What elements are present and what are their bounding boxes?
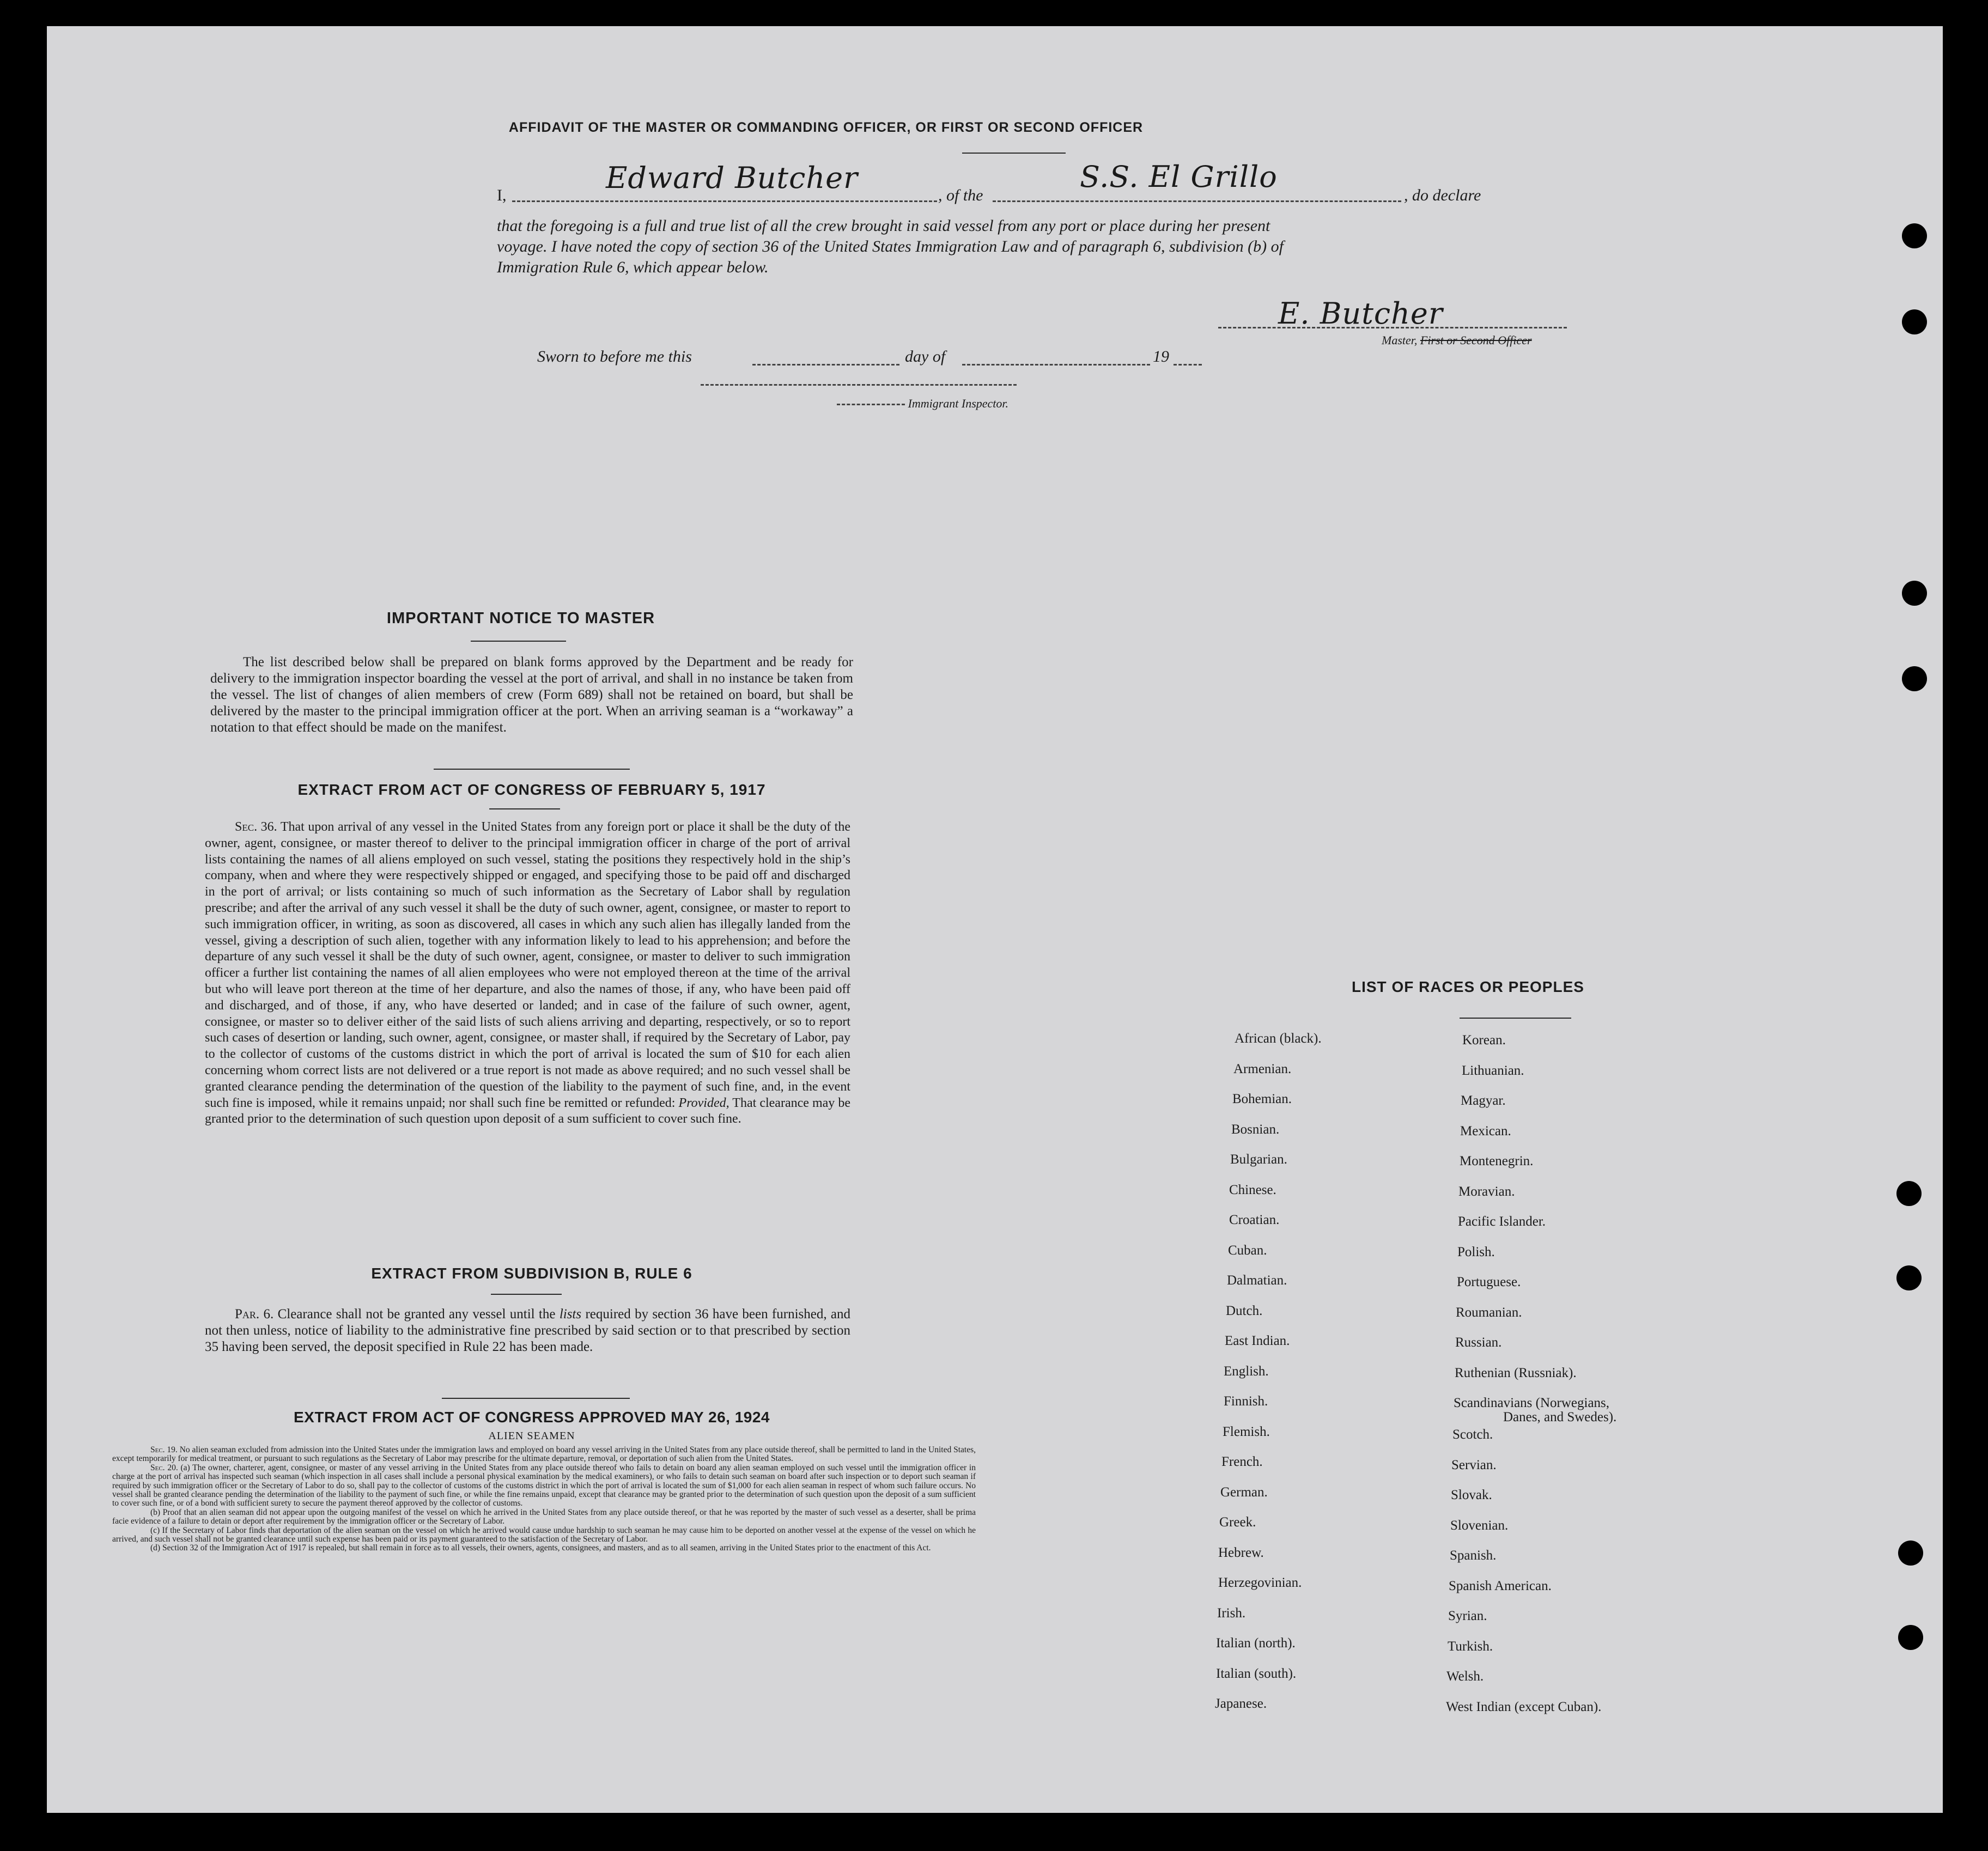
race-item: French. xyxy=(1221,1454,1263,1469)
inspector-lead-dash xyxy=(837,404,905,405)
affidavit-title: AFFIDAVIT OF THE MASTER OR COMMANDING OFFICER, OR FIRST OR SECOND OFFICER xyxy=(508,120,1144,135)
race-item: Ruthenian (Russniak). xyxy=(1455,1365,1577,1380)
punch-hole xyxy=(1898,1541,1923,1566)
act-1924-text xyxy=(112,1446,976,1553)
year-prefix: 19 xyxy=(1153,348,1169,366)
inspector-signature-line xyxy=(701,384,1017,386)
race-item: Lithuanian. xyxy=(1462,1063,1524,1078)
paragraph-6-text xyxy=(205,1306,850,1355)
sec-36-body: That upon arrival of any vessel in the United States from any foreign port or place it shall be the duty of the owner, agent, consignee, or master thereof to deliver to the principal immigration officer in charge of the port of arrival lists containing the names of all aliens employed on such vessel, stating the positions they respectively hold in the ship’s company, when and where they were respectively shipped or engaged, and specifying those to be paid off and discharged in the port of arrival; or lists containing so much of such information as the Secretary of Labor shall by regulation prescribe; and after the arrival of any such vessel it shall be the duty of such owner, agent, consignee, or master to report to such immigration officer, in writing, as soon as discovered, all cases in which any such alien has illegally landed from the vessel, giving a description of such alien, together with any information likely to lead to his apprehension; and before the departure of any such vessel it shall be the duty of such owner, agent, consignee, or master to deliver to such immigration officer a further list containing the names of all alien employees who were not employed thereon at the time of the arrival but who will leave port thereon at the time of her departure, and also the names of those, if any, who have been paid off and discharged, and of those, if any, who have deserted or landed; and in case of the failure of such owner, agent, consignee, or master so to deliver either of the said lists of such aliens arriving and departing, respectively, or so to report such cases of desertion or landing, such owner, agent, consignee, or master shall, if required by the Secretary of Labor, pay to the collector of customs of the customs district in which the port of arrival is located the sum of $10 for each alien concerning whom correct lists are not delivered or a true report is not made as above required; and no such vessel shall be granted clearance pending the determination of the question of the liability to the payment of such fine, and, in the event such fine is imposed, while it remains unpaid; nor shall such fine be remitted or refunded: xyxy=(205,820,850,1110)
divider xyxy=(442,1398,630,1399)
day-blank xyxy=(752,364,899,366)
lists-word: lists xyxy=(559,1307,582,1322)
race-item: Cuban. xyxy=(1228,1243,1267,1258)
race-item: Servian. xyxy=(1451,1457,1497,1472)
race-item: Finnish. xyxy=(1224,1394,1268,1409)
inspector-caption xyxy=(837,397,1008,411)
punch-hole xyxy=(1896,1181,1922,1206)
do-declare-text: , do declare xyxy=(1404,186,1481,204)
par-6-body-b: required by section 36 have been furnished, and not then unless, notice of liability to the administrative fine prescribed by said section or to that prescribed by section 35 having been served, the deposit specified in Rule 22 has been made. xyxy=(205,1307,851,1354)
divider xyxy=(491,1294,562,1295)
extract-1917-title: EXTRACT FROM ACT OF CONGRESS OF FEBRUARY 5, 1917 xyxy=(297,781,766,798)
declaration-line-3: Immigration Rule 6, which appear below. xyxy=(497,258,769,276)
signature-block xyxy=(1218,296,1572,347)
sworn-line xyxy=(537,348,1273,372)
race-item: Italian (south). xyxy=(1216,1666,1297,1681)
race-item: African (black). xyxy=(1235,1031,1322,1046)
document-page xyxy=(47,26,1943,1813)
race-item: Bulgarian. xyxy=(1230,1152,1287,1167)
divider xyxy=(962,153,1066,154)
race-item: English. xyxy=(1224,1363,1269,1379)
race-item: Bosnian. xyxy=(1231,1122,1280,1137)
divider xyxy=(471,641,566,642)
intro-text: I, xyxy=(497,186,507,204)
race-item: Slovak. xyxy=(1451,1488,1492,1502)
race-item: Chinese. xyxy=(1229,1182,1276,1197)
section-36-text xyxy=(205,819,850,1128)
sec-20c-paragraph: (c) If the Secretary of Labor finds that deportation of the alien seaman on the vessel on which he arrived would cause undue hardship to such seaman he may cause him to be deported on another vessel at the expense of the vessel on which he arrived, and such vessel shall not be granted clearance until such expense has been paid or its payment guaranteed to the satisfaction of the Secretary of Labor. xyxy=(112,1525,976,1544)
punch-hole xyxy=(1902,666,1927,691)
declaration-line-2: voyage. I have noted the copy of section 36 of the United States Immigration Law and of paragraph 6, subdivision (b) of xyxy=(497,238,1284,255)
provided-word: Provided, xyxy=(678,1095,729,1110)
race-item: German. xyxy=(1220,1484,1268,1500)
caption-master: Master, xyxy=(1382,333,1418,347)
race-item: Dutch. xyxy=(1226,1303,1263,1318)
punch-hole xyxy=(1902,309,1927,334)
race-item: Mexican. xyxy=(1460,1123,1511,1138)
extract-1924-title: EXTRACT FROM ACT OF CONGRESS APPROVED MAY 26, 1924 xyxy=(294,1409,770,1426)
race-item: Portuguese. xyxy=(1457,1275,1521,1289)
par-6-label: Par. 6. xyxy=(235,1307,274,1322)
race-item: West Indian (except Cuban). xyxy=(1446,1699,1602,1714)
sworn-label: Sworn to before me this xyxy=(537,348,692,366)
punch-hole xyxy=(1898,1625,1923,1650)
race-item: Spanish American. xyxy=(1449,1578,1552,1593)
race-item: Herzegovinian. xyxy=(1218,1575,1302,1590)
race-item: Magyar. xyxy=(1461,1093,1506,1108)
race-item: Slovenian. xyxy=(1450,1518,1509,1533)
sec-20b-paragraph: (b) Proof that an alien seaman did not appear upon the outgoing manifest of the vessel on which he arrived in the United States from any place outside thereof, or that he was reported by the master of such vessel as a deserter, shall be prima facie evidence of a failure to detain or deport after requirement by the immigration officer or the Secretary of Labor. xyxy=(112,1507,976,1526)
race-item: Russian. xyxy=(1455,1335,1502,1350)
master-name-handwritten: Edward Butcher xyxy=(606,161,858,195)
sec-20a-body: (a) The owner, charterer, agent, consignee, or master of any vessel arriving in the United States from any place outside thereof who fails to detain on board any alien seaman employed on such vessel until the immigration officer in charge at the port of arrival has inspected such seaman (which inspection in all cases shall include a personal physical examination by the medical examiners), or who fails to detain such seaman on board after such inspection or to deport such seaman if required by such immigration officer or the Secretary of Labor to do so, shall pay to the collector of customs of the customs district in which the port of arrival is located the sum of $1,000 for each alien seaman in respect of whom such failure occurs. No vessel shall be granted clearance pending the determination of the liability to the payment of such fine, or while the fine remains unpaid, except that clearance may be granted prior to the determination of such question upon the deposit of a sum sufficient to cover such fine, or of a bond with sufficient surety to secure the payment thereof approved by the collector of customs. xyxy=(112,1463,976,1508)
race-item: Syrian. xyxy=(1448,1609,1487,1623)
divider xyxy=(489,808,560,809)
race-item: Polish. xyxy=(1457,1244,1495,1259)
race-item: Bohemian. xyxy=(1232,1092,1292,1106)
race-item: Pacific Islander. xyxy=(1458,1214,1546,1229)
sec-19-paragraph xyxy=(112,1446,976,1464)
sec-19-label: Sec. 19. xyxy=(150,1445,178,1454)
vessel-name-handwritten: S.S. El Grillo xyxy=(1080,160,1278,194)
race-item: Flemish. xyxy=(1223,1424,1270,1439)
race-item: Croatian. xyxy=(1229,1213,1280,1227)
signature-handwritten: E. Butcher xyxy=(1278,296,1443,331)
notice-title: IMPORTANT NOTICE TO MASTER xyxy=(386,610,655,627)
alien-seamen-subtitle: ALIEN SEAMEN xyxy=(488,1430,575,1442)
race-item: Spanish. xyxy=(1450,1548,1497,1563)
name-blank xyxy=(512,200,937,202)
sec-36-label: Sec. 36. xyxy=(235,820,277,834)
sec-36-proviso: That clearance may be granted prior to the determination of such question upon deposit of a sum sufficient to cover such fine. xyxy=(205,1095,851,1127)
year-blank xyxy=(1174,364,1202,366)
race-item: Korean. xyxy=(1462,1033,1506,1048)
punch-hole xyxy=(1902,223,1927,248)
day-of-label: day of xyxy=(905,348,946,366)
race-item: Welsh. xyxy=(1446,1669,1484,1684)
race-item: Italian (north). xyxy=(1216,1636,1296,1651)
race-item: Montenegrin. xyxy=(1460,1154,1534,1168)
race-item: Roumanian. xyxy=(1456,1305,1522,1320)
month-blank xyxy=(962,364,1150,366)
punch-hole xyxy=(1902,581,1927,606)
race-item: Scotch. xyxy=(1452,1427,1493,1442)
notice-text: The list described below shall be prepared on blank forms approved by the Department and be ready for delivery to the immigration inspector boarding the vessel at the port of arrival, and shall in no instance be taken from the vessel. The list of changes of alien members of crew (Form 689) shall not be retained on board, but shall be delivered by the master to the principal immigration officer at the port. When an arriving seaman is a “workaway” a notation to that effect should be made on the manifest. xyxy=(210,655,853,735)
race-item: Dalmatian. xyxy=(1227,1273,1287,1288)
race-item: Moravian. xyxy=(1458,1184,1515,1199)
punch-hole xyxy=(1896,1265,1922,1290)
par-6-body-a: Clearance shall not be granted any vessel until the xyxy=(277,1307,556,1322)
declaration-line-1: that the foregoing is a full and true list of all the crew brought in said vessel from any port or place during her present xyxy=(497,217,1270,235)
races-title: LIST OF RACES OR PEOPLES xyxy=(1352,978,1584,995)
declaration-line xyxy=(497,160,1543,208)
race-item: Armenian. xyxy=(1233,1061,1292,1076)
race-item-continuation: Danes, and Swedes). xyxy=(1503,1410,1617,1424)
race-item: East Indian. xyxy=(1225,1334,1290,1348)
race-item: Irish. xyxy=(1217,1605,1246,1621)
divider xyxy=(434,769,630,770)
caption-struck-officer: First or Second Officer xyxy=(1420,333,1532,347)
race-item: Hebrew. xyxy=(1218,1545,1264,1560)
sec-20d-paragraph: (d) Section 32 of the Immigration Act of 1917 is repealed, but shall remain in force as to all vessels, their owners, agents, consignees, and masters, and as to all seamen, arriving in the United States prior to the enactment of this Act. xyxy=(150,1543,931,1553)
sec-20-label: Sec. 20. xyxy=(150,1463,178,1472)
race-item: Greek. xyxy=(1219,1515,1256,1530)
sec-19-body: No alien seaman excluded from admission into the United States under the immigration laws and employed on board any vessel arriving in the United States from any place outside thereof, shall be permitted to land in the United States, except temporarily for medical treatment, or pursuant to such regulations as the Secretary of Labor may prescribe for the ultimate departure, removal, or deportation of such alien from the United States. xyxy=(112,1445,976,1464)
divider xyxy=(1460,1018,1571,1019)
race-item: Turkish. xyxy=(1448,1639,1493,1654)
of-the-text: , of the xyxy=(938,186,983,204)
race-item: Scandinavians (Norwegians, xyxy=(1454,1396,1610,1410)
race-item: Japanese. xyxy=(1215,1696,1267,1711)
extract-rule6-title: EXTRACT FROM SUBDIVISION B, RULE 6 xyxy=(371,1265,692,1282)
sec-20a-paragraph xyxy=(112,1464,976,1508)
inspector-label: Immigrant Inspector. xyxy=(908,397,1009,410)
vessel-blank xyxy=(993,200,1401,202)
signature-caption xyxy=(1382,333,1532,348)
affidavit-statement xyxy=(497,160,1543,278)
